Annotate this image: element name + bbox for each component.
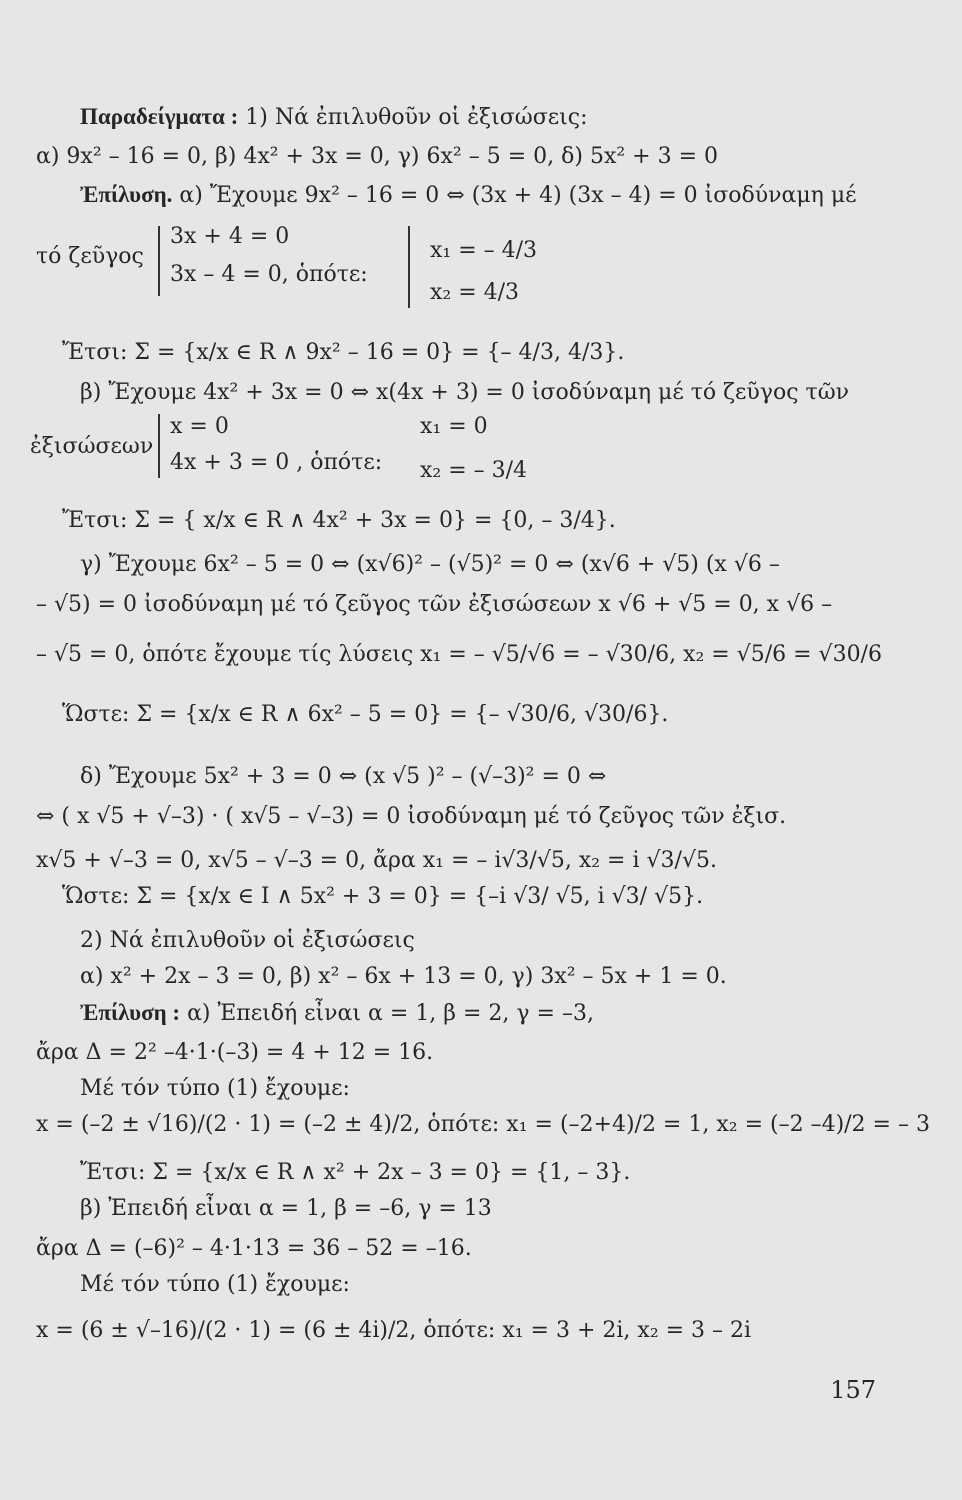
solution-d-line3: x√5 + √–3 = 0, x√5 – √–3 = 0, ἄρα x₁ = – i√3/√5, x₂ = i √3/√5. [36, 848, 717, 873]
delta-a: ἄρα Δ = 2² –4·1·(–3) = 4 + 12 = 16. [36, 1040, 434, 1065]
solution2-a-line [80, 1000, 594, 1027]
result-c: Ὥστε: Σ = {x/x ∈ R ∧ 6x² – 5 = 0} = {– √30/6, √30/6}. [62, 702, 669, 727]
system-a-eq2: 3x – 4 = 0, ὁπότε: [170, 262, 368, 287]
examples2-title: 2) Νά ἐπιλυθοῦν οἱ ἐξισώσεις [80, 928, 415, 953]
system-a-eq1: 3x + 4 = 0 [170, 224, 290, 249]
solution-label: Ἐπίλυση. [80, 182, 173, 207]
pair-label-b: ἐξισώσεων [30, 434, 154, 459]
system-b-eq2: 4x + 3 = 0 , ὁπότε: [170, 450, 383, 475]
formula-intro-b: Μέ τόν τύπο (1) ἔχουμε: [80, 1272, 350, 1297]
system-brace-a [158, 226, 160, 296]
delta-b: ἄρα Δ = (–6)² – 4·1·13 = 36 – 52 = –16. [36, 1236, 472, 1261]
solution-b-x1: x₁ = 0 [420, 414, 488, 439]
solution2-a-text: α) Ἐπειδή εἶναι α = 1, β = 2, γ = –3, [187, 1001, 594, 1026]
result2-a: Ἔτσι: Σ = {x/x ∈ R ∧ x² + 2x – 3 = 0} = {1, – 3}. [80, 1160, 631, 1185]
result-b: Ἔτσι: Σ = { x/x ∈ R ∧ 4x² + 3x = 0} = {0, – 3/4}. [62, 508, 616, 533]
solution2-label: Ἐπίλυση : [80, 1000, 181, 1025]
examples-heading-line [80, 104, 588, 131]
solution-c-line2: – √5) = 0 ἰσοδύναμη μέ τό ζεῦγος τῶν ἐξισώσεων x √6 + √5 = 0, x √6 – [36, 592, 833, 617]
result-a: Ἔτσι: Σ = {x/x ∈ R ∧ 9x² – 16 = 0} = {– 4/3, 4/3}. [62, 340, 625, 365]
solution-a-x2: x₂ = 4/3 [430, 280, 520, 305]
page-number: 157 [830, 1376, 876, 1404]
solution2-b-line: β) Ἐπειδή εἶναι α = 1, β = –6, γ = 13 [80, 1196, 492, 1221]
solution-brace-a [408, 226, 410, 308]
result-d: Ὥστε: Σ = {x/x ∈ I ∧ 5x² + 3 = 0} = {–i √3/ √5, i √3/ √5}. [62, 884, 704, 909]
system-brace-b [158, 414, 160, 478]
examples-title: 1) Νά ἐπιλυθοῦν οἱ ἐξισώσεις: [245, 105, 588, 130]
formula-b: x = (6 ± √–16)/(2 · 1) = (6 ± 4i)/2, ὁπότε: x₁ = 3 + 2i, x₂ = 3 – 2i [36, 1318, 752, 1343]
solution-d-line1: δ) Ἔχουμε 5x² + 3 = 0 ⇔ (x √5 )² – (√–3)² = 0 ⇔ [80, 764, 607, 789]
formula-intro-a: Μέ τόν τύπο (1) ἔχουμε: [80, 1076, 350, 1101]
solution-b-line: β) Ἔχουμε 4x² + 3x = 0 ⇔ x(4x + 3) = 0 ἰσοδύναμη μέ τό ζεῦγος τῶν [80, 380, 850, 405]
equations2-list: α) x² + 2x – 3 = 0, β) x² – 6x + 13 = 0, γ) 3x² – 5x + 1 = 0. [80, 964, 727, 989]
examples-heading: Παραδείγματα : [80, 104, 239, 129]
solution-c-line1: γ) Ἔχουμε 6x² – 5 = 0 ⇔ (x√6)² – (√5)² = 0 ⇔ (x√6 + √5) (x √6 – [80, 552, 780, 577]
solution-a-x1: x₁ = – 4/3 [430, 238, 538, 263]
equations-list: α) 9x² – 16 = 0, β) 4x² + 3x = 0, γ) 6x² – 5 = 0, δ) 5x² + 3 = 0 [36, 144, 718, 169]
formula-a: x = (–2 ± √16)/(2 · 1) = (–2 ± 4)/2, ὁπότε: x₁ = (–2+4)/2 = 1, x₂ = (–2 –4)/2 = – 3 [36, 1112, 930, 1137]
solution-c-line3: – √5 = 0, ὁπότε ἔχουμε τίς λύσεις x₁ = – √5/√6 = – √30/6, x₂ = √5/6 = √30/6 [36, 642, 882, 667]
solution-a-line [80, 182, 857, 209]
pair-label-a: τό ζεῦγος [36, 244, 144, 269]
solution-a-text: α) Ἔχουμε 9x² – 16 = 0 ⇔ (3x + 4) (3x – 4) = 0 ἰσοδύναμη μέ [179, 183, 857, 208]
solution-b-x2: x₂ = – 3/4 [420, 458, 528, 483]
system-b-eq1: x = 0 [170, 414, 229, 439]
solution-d-line2: ⇔ ( x √5 + √–3) · ( x√5 – √–3) = 0 ἰσοδύναμη μέ τό ζεῦγος τῶν ἐξισ. [36, 804, 787, 829]
